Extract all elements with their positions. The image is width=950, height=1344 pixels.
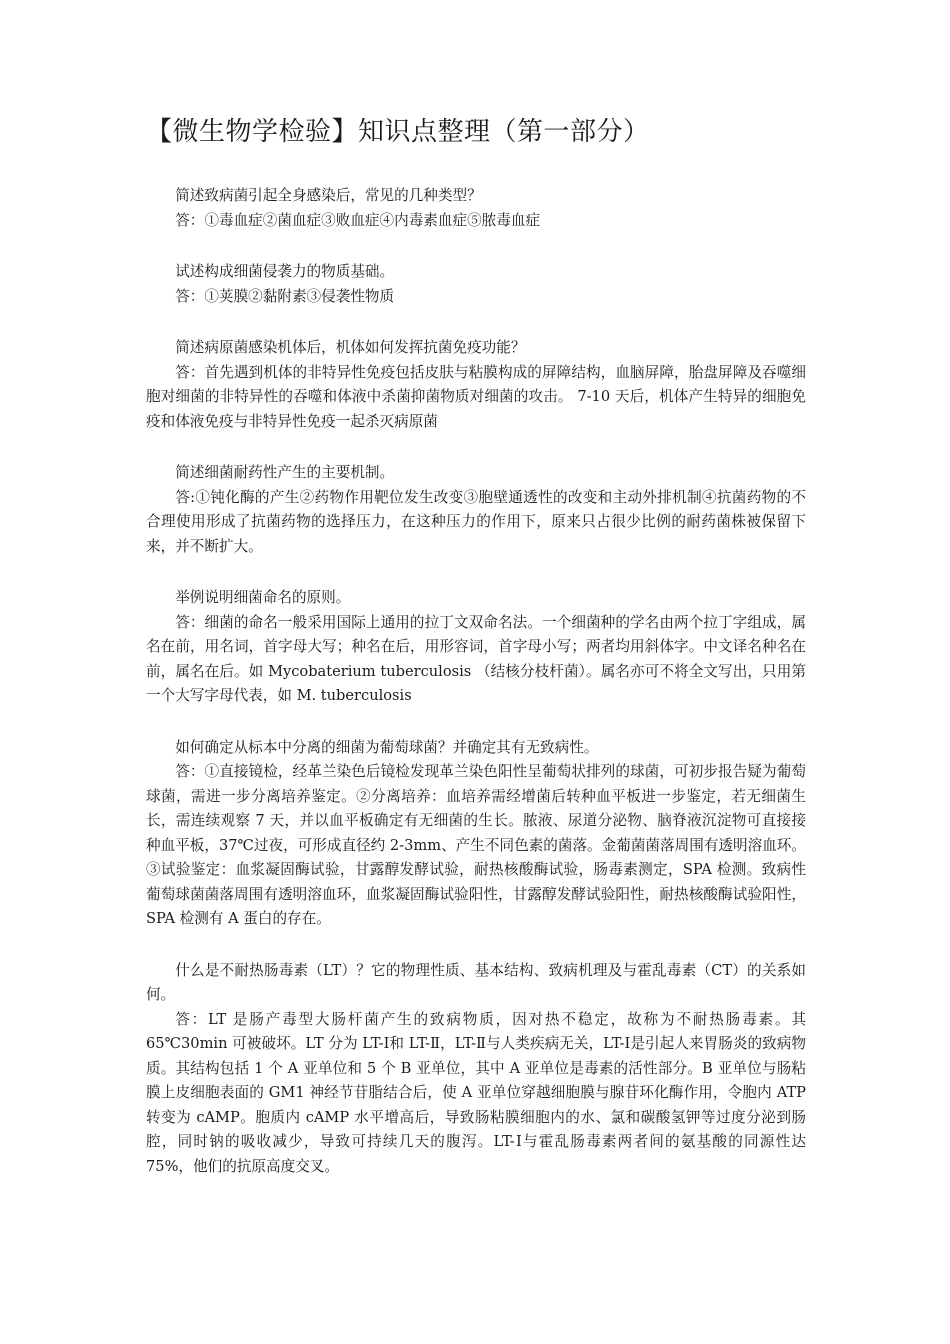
- question-text: 举例说明细菌命名的原则。: [175, 589, 351, 606]
- qa-section-1: [146, 184, 806, 233]
- answer-text: 答:①钝化酶的产生②药物作用靶位发生改变③胞壁通透性的改变和主动外排机制④抗菌药物的不合理使用形成了抗菌药物的选择压力，在这种压力的作用下，原来只占很少比例的耐药菌株被保留下来，并不断扩大。: [146, 488, 806, 555]
- answer-text: 答：LT 是肠产毒型大肠杆菌产生的致病物质，因对热不稳定，故称为不耐热肠毒素。其 65℃30min 可被破坏。LT 分为 LT-Ⅰ和 LT-Ⅱ，LT-Ⅱ与人类疾病无关，LT-Ⅰ是引起人来胃肠炎的致病物质。其结构包括 1 个 A 亚单位和 5 个 B 亚单位，其中 A 亚单位是毒素的活性部分。B 亚单位与肠粘膜上皮细胞表面的 GM1 神经节苷脂结合后，使 A 亚单位穿越细胞膜与腺苷环化酶作用，令胞内 ATP 转变为 cAMP。胞质内 cAMP 水平增高后，导致肠粘膜细胞内的水、氯和碳酸氢钾等过度分泌到肠腔，同时钠的吸收减少，导致可持续几天的腹泻。LT-Ⅰ与霍乱肠毒素两者间的氨基酸的同源性达 75%，他们的抗原高度交叉。: [146, 1010, 806, 1175]
- answer-text: 答：①荚膜②黏附素③侵袭性物质: [175, 287, 395, 305]
- question-text: 简述致病菌引起全身感染后，常见的几种类型？: [175, 187, 482, 204]
- document-title: 【微生物学检验】知识点整理（第一部分）: [146, 117, 650, 147]
- question-text: 简述细菌耐药性产生的主要机制。: [175, 464, 395, 481]
- qa-section-3: [146, 336, 806, 434]
- document-page: [146, 110, 806, 1206]
- answer-text: 答：细菌的命名一般采用国际上通用的拉丁文双命名法。一个细菌种的学名由两个拉丁字组成，属名在前，用名词，首字母大写；种名在后，用形容词，首字母小写；两者均用斜体字。中文译名种名在前，属名在后。如 Mycobaterium tuberculosis （结核分枝杆菌）。属名亦可不将全文写出，只用第一个大写字母代表，如 M. tuberculosis: [146, 613, 806, 704]
- qa-section-4: [146, 461, 806, 559]
- question-text: 什么是不耐热肠毒素（LT）？它的物理性质、基本结构、致病机理及与霍乱毒素（CT）的关系如何。: [146, 961, 806, 1003]
- answer-text: 答：①直接镜检，经革兰染色后镜检发现革兰染色阳性呈葡萄状排列的球菌，可初步报告疑为葡萄球菌，需进一步分离培养鉴定。②分离培养：血培养需经增菌后转种血平板进一步鉴定，若无细菌生长，需连续观察 7 天，并以血平板确定有无细菌的生长。脓液、尿道分泌物、脑脊液沉淀物可直接接种血平板，37℃过夜，可形成直径约 2-3mm、产生不同色素的菌落。金葡菌菌落周围有透明溶血环。③试验鉴定：血浆凝固酶试验，甘露醇发酵试验，耐热核酸酶试验，肠毒素测定，SPA 检测。致病性葡萄球菌菌落周围有透明溶血环，血浆凝固酶试验阳性，甘露醇发酵试验阳性，耐热核酸酶试验阳性，SPA 检测有 A 蛋白的存在。: [146, 763, 806, 927]
- qa-section-2: [146, 260, 806, 309]
- question-text: 简述病原菌感染机体后，机体如何发挥抗菌免疫功能？: [175, 339, 526, 356]
- answer-text: 答：①毒血症②菌血症③败血症④内毒素血症⑤脓毒血症: [175, 211, 541, 229]
- qa-section-7: [146, 959, 806, 1180]
- question-text: 如何确定从标本中分离的细菌为葡萄球菌？并确定其有无致病性。: [175, 738, 599, 756]
- question-text: 试述构成细菌侵袭力的物质基础。: [175, 263, 395, 280]
- qa-section-6: [146, 736, 806, 932]
- qa-section-5: [146, 586, 806, 709]
- answer-text: 答：首先遇到机体的非特异性免疫包括皮肤与粘膜构成的屏障结构，血脑屏障，胎盘屏障及吞噬细胞对细菌的非特异性的吞噬和体液中杀菌抑菌物质对细菌的攻击。 7-10 天后，机体产生特异的细胞免疫和体液免疫与非特异性免疫一起杀灭病原菌: [146, 363, 806, 430]
